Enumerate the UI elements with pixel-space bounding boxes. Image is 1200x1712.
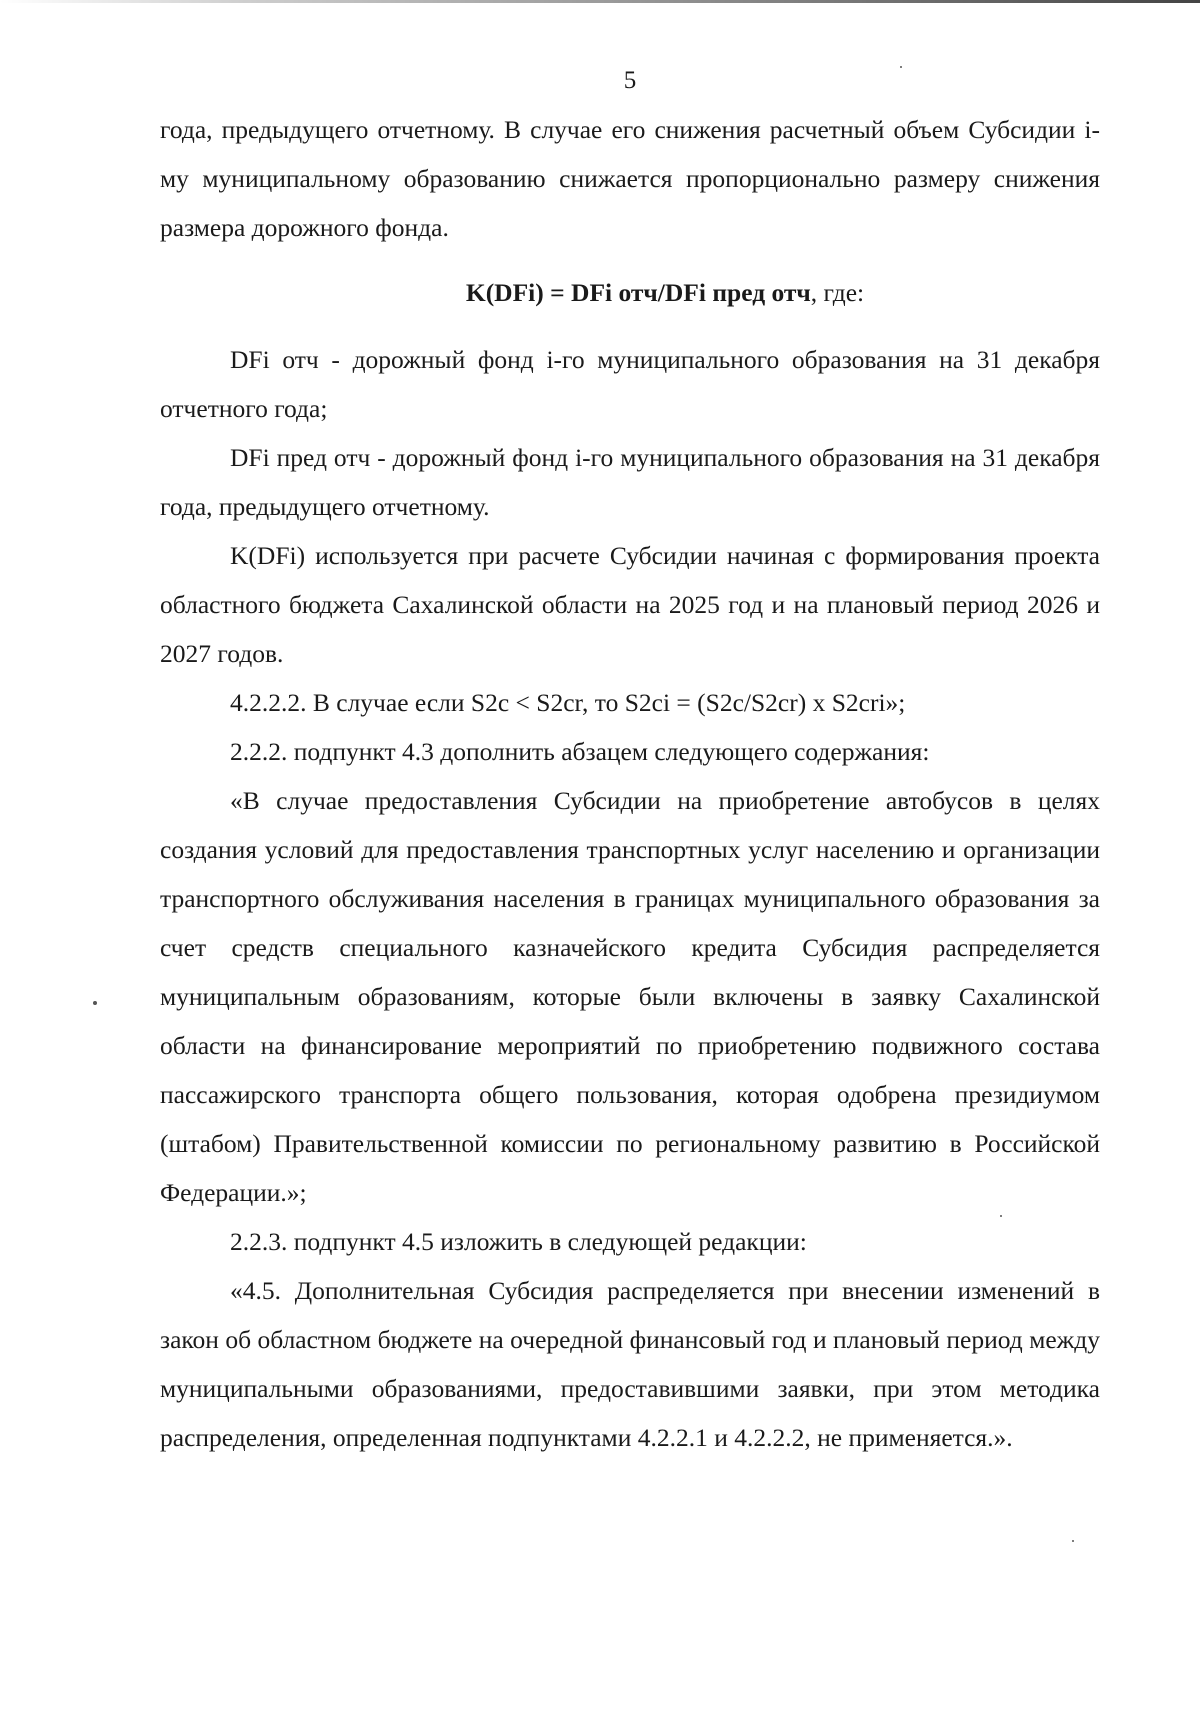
definition-dfi-pred-otch: DFi пред отч - дорожный фонд i-го муниципального образования на 31 декабря года, предыдущего отчетному. xyxy=(160,443,1100,521)
scan-speck xyxy=(93,1001,97,1005)
clause-2-2-2: 2.2.2. подпункт 4.3 дополнить абзацем следующего содержания: xyxy=(230,737,930,766)
paragraph-continuation: года, предыдущего отчетному. В случае его снижения расчетный объем Субсидии i-му муниципальному образованию снижается пропорционально размеру снижения размера дорожного фонда. xyxy=(160,115,1100,242)
formula-suffix: , где: xyxy=(810,278,865,307)
scan-edge-line xyxy=(0,0,1200,3)
clause-2-2-3: 2.2.3. подпункт 4.5 изложить в следующей редакции: xyxy=(230,1227,807,1256)
scan-speck xyxy=(1000,1215,1002,1217)
scan-speck xyxy=(900,66,902,68)
definition-dfi-otch: DFi отч - дорожный фонд i-го муниципального образования на 31 декабря отчетного года; xyxy=(160,345,1100,423)
formula xyxy=(160,268,1100,317)
document-body xyxy=(160,105,1100,1462)
paragraph-kdfi-usage: K(DFi) используется при расчете Субсидии начиная с формирования проекта областного бюджета Сахалинской области на 2025 год и на плановый период 2026 и 2027 годов. xyxy=(160,541,1100,668)
quoted-amendment-4-5: «4.5. Дополнительная Субсидия распределяется при внесении изменений в закон об областном бюджете на очередной финансовый год и плановый период между муниципальными образованиями, предоставившими заявки, при этом методика распределения, определенная подпунктами 4.2.2.1 и 4.2.2.2, не применяется.». xyxy=(160,1276,1100,1452)
scan-speck xyxy=(1072,1540,1074,1542)
formula-expression: K(DFi) = DFi отч/DFi пред отч xyxy=(465,278,811,307)
clause-4-2-2-2: 4.2.2.2. В случае если S2c < S2cr, то S2ci = (S2c/S2cr) x S2cri»; xyxy=(230,688,906,717)
quoted-amendment-4-3: «В случае предоставления Субсидии на приобретение автобусов в целях создания условий для предоставления транспортных услуг населению и организации транспортного обслуживания населения в границах муниципального образования за счет средств специального казначейского кредита Субсидия распределяется муниципальным образованиям, которые были включены в заявку Сахалинской области на финансирование мероприятий по приобретению подвижного состава пассажирского транспорта общего пользования, которая одобрена президиумом (штабом) Правительственной комиссии по региональному развитию в Российской Федерации.»; xyxy=(160,786,1100,1207)
page-number: 5 xyxy=(623,67,637,94)
